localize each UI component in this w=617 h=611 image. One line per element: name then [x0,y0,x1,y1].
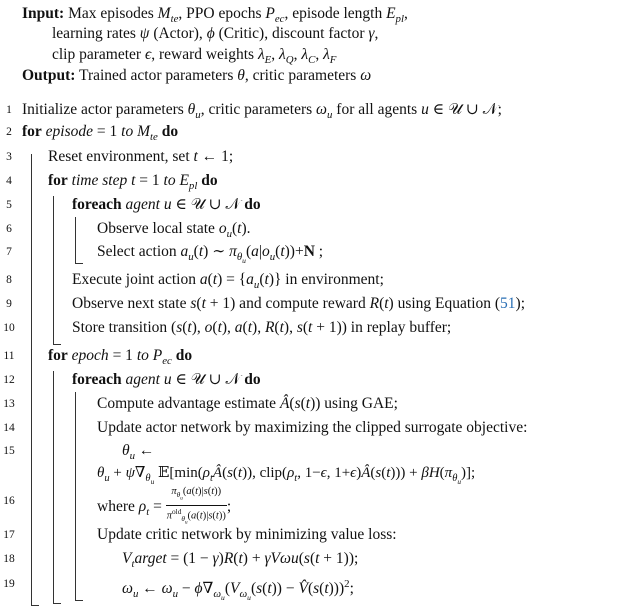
input-text-1: Max episodes $M_{te}$, PPO epochs $P_{ec}$, episode length $E_{pl}$, [68,5,408,26]
output-line [22,66,371,86]
keyword-do: do [201,172,218,189]
keyword-do: do [161,123,179,140]
output-label: Output: [22,67,76,84]
line-number: 16 [3,495,15,507]
keyword-do: do [244,371,261,388]
algo-line-7: Select action $a_u(t)$ ∼ $\pi_{\theta_u}(a|o_u(t))+N$ ; [97,243,324,266]
line-number: 8 [6,274,12,286]
algo-line-3: Reset environment, set t ← 1; [48,148,234,165]
algo-line-14: Update actor network by maximizing the clipped surrogate objective: [97,419,528,436]
line-number: 19 [3,578,15,590]
rho-fraction: $\frac{\pi_{\theta_u}(a(t)|s(t))}{\pi^{old}_{\theta_u}(a(t)|s(t))}$ [166,486,226,526]
line-number: 17 [3,529,15,541]
line-number: 1 [6,104,12,116]
line-number: 15 [3,445,15,457]
line-number: 3 [6,151,12,163]
block-end-epoch [53,603,61,604]
line-number: 6 [6,223,12,235]
algo-line-19: $\omega_u$ ← $\omega_u - \phi\nabla_{\omega_u}(V_{\omega_u}(s(t))$ − V̂(s(t)))$^2$; [122,578,354,603]
keyword-do: do [244,196,261,213]
algo-line-15b: $\theta_u + \psi\nabla_{\theta_u}$ $𝔼[\min(\rho_tÂ(s(t))$, $clip(\rho_t$, 1−ϵ, 1+ϵ)Â(s(t))) + $\beta H(\pi_{\theta_u})$]; [97,465,476,487]
line-number: 2 [6,126,12,138]
algo-line-16: where $\rho_t$ = $\frac{\pi_{\theta_u}(a(t)|s(t))}{\pi^{old}_{\theta_u}(a(t)|s(t))}$ ; [97,486,231,529]
block-end-foreach-2 [75,600,83,601]
block-bar-timestep [53,196,54,344]
line-number: 7 [6,246,12,258]
line-number: 13 [3,398,15,410]
algo-line-9: Observe next state s(t + 1) and compute reward R(t) using Equation (51); [72,295,526,312]
output-text: Trained actor parameters θ, critic parameters ω [79,67,372,84]
block-bar-foreach-1 [75,217,76,263]
keyword-for: for [48,347,68,364]
keyword-foreach: foreach [72,371,122,388]
block-end-foreach-1 [75,263,83,264]
algo-line-10: Store transition (s(t), o(t), a(t), R(t), s(t + 1)) in replay buffer; [72,319,452,336]
keyword-do: do [175,347,193,364]
line-number: 18 [3,553,15,565]
block-bar-foreach-2 [75,392,76,600]
line-number: 14 [3,422,15,434]
algo-line-11: for epoch = 1 to $P_{ec}$ do [48,347,193,368]
algo-line-15a: $\theta_u$ ← [122,442,155,463]
keyword-for: for [22,123,42,140]
input-line-3: clip parameter ϵ, reward weights $\lambda_E$, $\lambda_Q$, $\lambda_C$, $\lambda_F$ [52,46,337,67]
algo-line-17: Update critic network by minimizing value loss: [97,526,397,543]
algo-line-6: Observe local state $o_u(t)$. [97,220,251,241]
algo-line-1: Initialize actor parameters $\theta_u$, critic parameters $\omega_u$ for all agents u ∈ 𝒰 ∪ 𝒩; [22,101,502,122]
input-label: Input: [22,5,65,22]
algo-line-12: foreach agent u ∈ 𝒰 ∪ 𝒩 do [72,371,261,388]
block-bar-episode [31,154,32,605]
block-bar-epoch [53,371,54,603]
algo-line-5: foreach agent u ∈ 𝒰 ∪ 𝒩 do [72,196,261,213]
algo-line-4: for time step t = 1 to $E_{pl}$ do [48,172,218,193]
block-end-episode [31,605,39,606]
keyword-for: for [48,172,68,189]
input-line-2: learning rates ψ (Actor), ϕ (Critic), discount factor γ, [52,25,379,42]
algo-line-18: $V_target = (1 - \gamma)R(t) + \gamma V\omega u(s(t + 1))$; [122,550,359,571]
line-number: 11 [3,350,15,362]
algo-line-8: Execute joint action $a(t) = \{a_u(t)\}$ in environment; [72,271,384,292]
line-number: 5 [6,199,12,211]
line-number: 4 [6,175,12,187]
block-end-timestep [53,344,61,345]
line-number: 12 [3,374,15,386]
algo-line-2: for episode = 1 to $M_{te}$ do [22,123,179,144]
keyword-foreach: foreach [72,196,122,213]
line-number: 9 [6,298,12,310]
line-number: 10 [3,322,15,334]
equation-ref-link[interactable]: 51 [500,295,516,312]
algo-line-13: Compute advantage estimate Â(s(t)) using GAE; [97,395,398,412]
